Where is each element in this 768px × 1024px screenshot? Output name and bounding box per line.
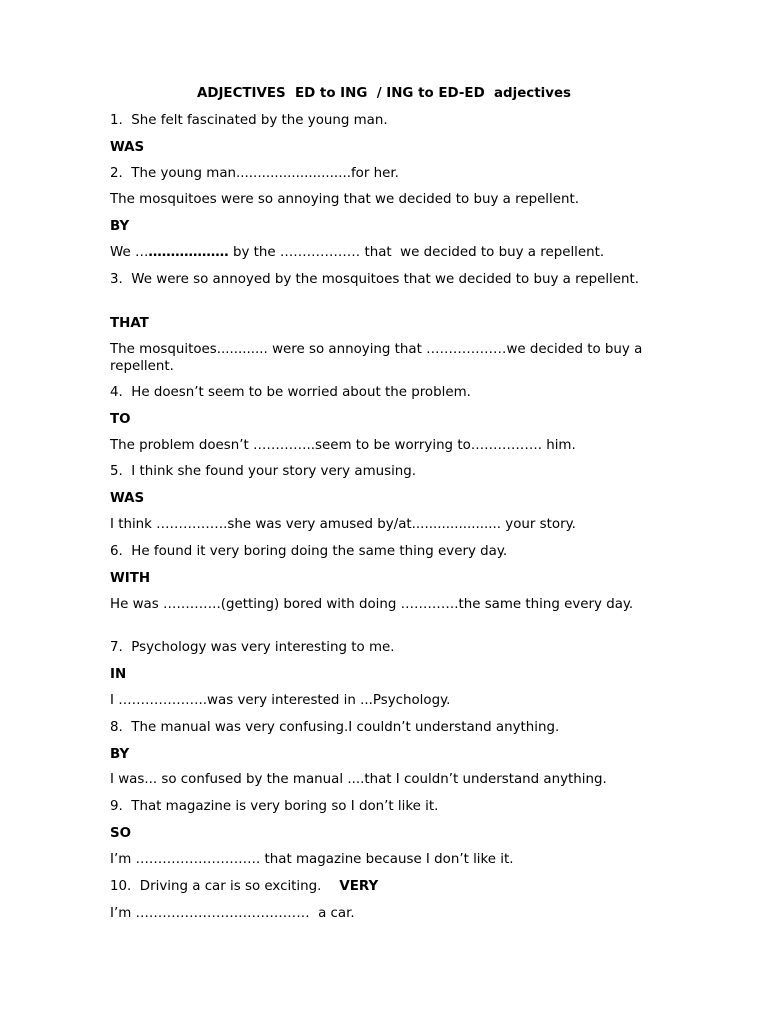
sentence-3: 3. We were so annoyed by the mosquitoes that we decided to buy a repellent. xyxy=(110,272,640,287)
keyword-6: WITH xyxy=(110,571,151,586)
sentence-6: 6. He found it very boring doing the same thing every day. xyxy=(110,544,508,559)
answer-4: The problem doesn’t …………..seem to be worrying to……………. him. xyxy=(110,438,576,453)
answer-2-bold-dots: ……………… xyxy=(148,245,229,260)
sentence-10 xyxy=(110,878,650,895)
page-title: ADJECTIVES ED to ING / ING to ED-ED adjectives xyxy=(196,86,572,101)
keyword-4: TO xyxy=(110,412,131,427)
keyword-10: VERY xyxy=(339,879,379,894)
answer-3: The mosquitoes............ were so annoying that ………………we decided to buy a repellent. xyxy=(110,342,647,374)
sentence-10-text: 10. Driving a car is so exciting. xyxy=(110,879,322,894)
answer-10: I’m ………………………………… a car. xyxy=(110,906,355,921)
keyword-8: BY xyxy=(110,747,130,762)
answer-2 xyxy=(110,244,650,261)
keyword-1: WAS xyxy=(110,140,145,155)
sentence-8: 8. The manual was very confusing.I couldn’t understand anything. xyxy=(110,720,560,735)
keyword-5: WAS xyxy=(110,491,145,506)
answer-1: 2. The young man...........................for her. xyxy=(110,166,399,181)
answer-2-end: by the ……………… that we decided to buy a repellent. xyxy=(228,245,605,260)
sentence-2: The mosquitoes were so annoying that we decided to buy a repellent. xyxy=(110,192,579,207)
answer-8: I was... so confused by the manual ....that I couldn’t understand anything. xyxy=(110,772,607,787)
keyword-2: BY xyxy=(110,219,130,234)
sentence-4: 4. He doesn’t seem to be worried about the problem. xyxy=(110,385,471,400)
answer-9: I’m ………………………. that magazine because I don’t like it. xyxy=(110,852,514,867)
sentence-5: 5. I think she found your story very amusing. xyxy=(110,464,417,479)
answer-7: I ………………..was very interested in ...Psychology. xyxy=(110,693,451,708)
keyword-3: THAT xyxy=(110,316,149,331)
answer-5: I think …………….she was very amused by/at..................... your story. xyxy=(110,517,576,532)
keyword-7: IN xyxy=(110,667,127,682)
sentence-7: 7. Psychology was very interesting to me. xyxy=(110,640,395,655)
keyword-9: SO xyxy=(110,826,132,841)
answer-2-start: We … xyxy=(110,245,149,260)
sentence-1: 1. She felt fascinated by the young man. xyxy=(110,113,388,128)
answer-6: He was ………….(getting) bored with doing ………….the same thing every day. xyxy=(110,597,634,612)
sentence-9: 9. That magazine is very boring so I don’t like it. xyxy=(110,799,439,814)
